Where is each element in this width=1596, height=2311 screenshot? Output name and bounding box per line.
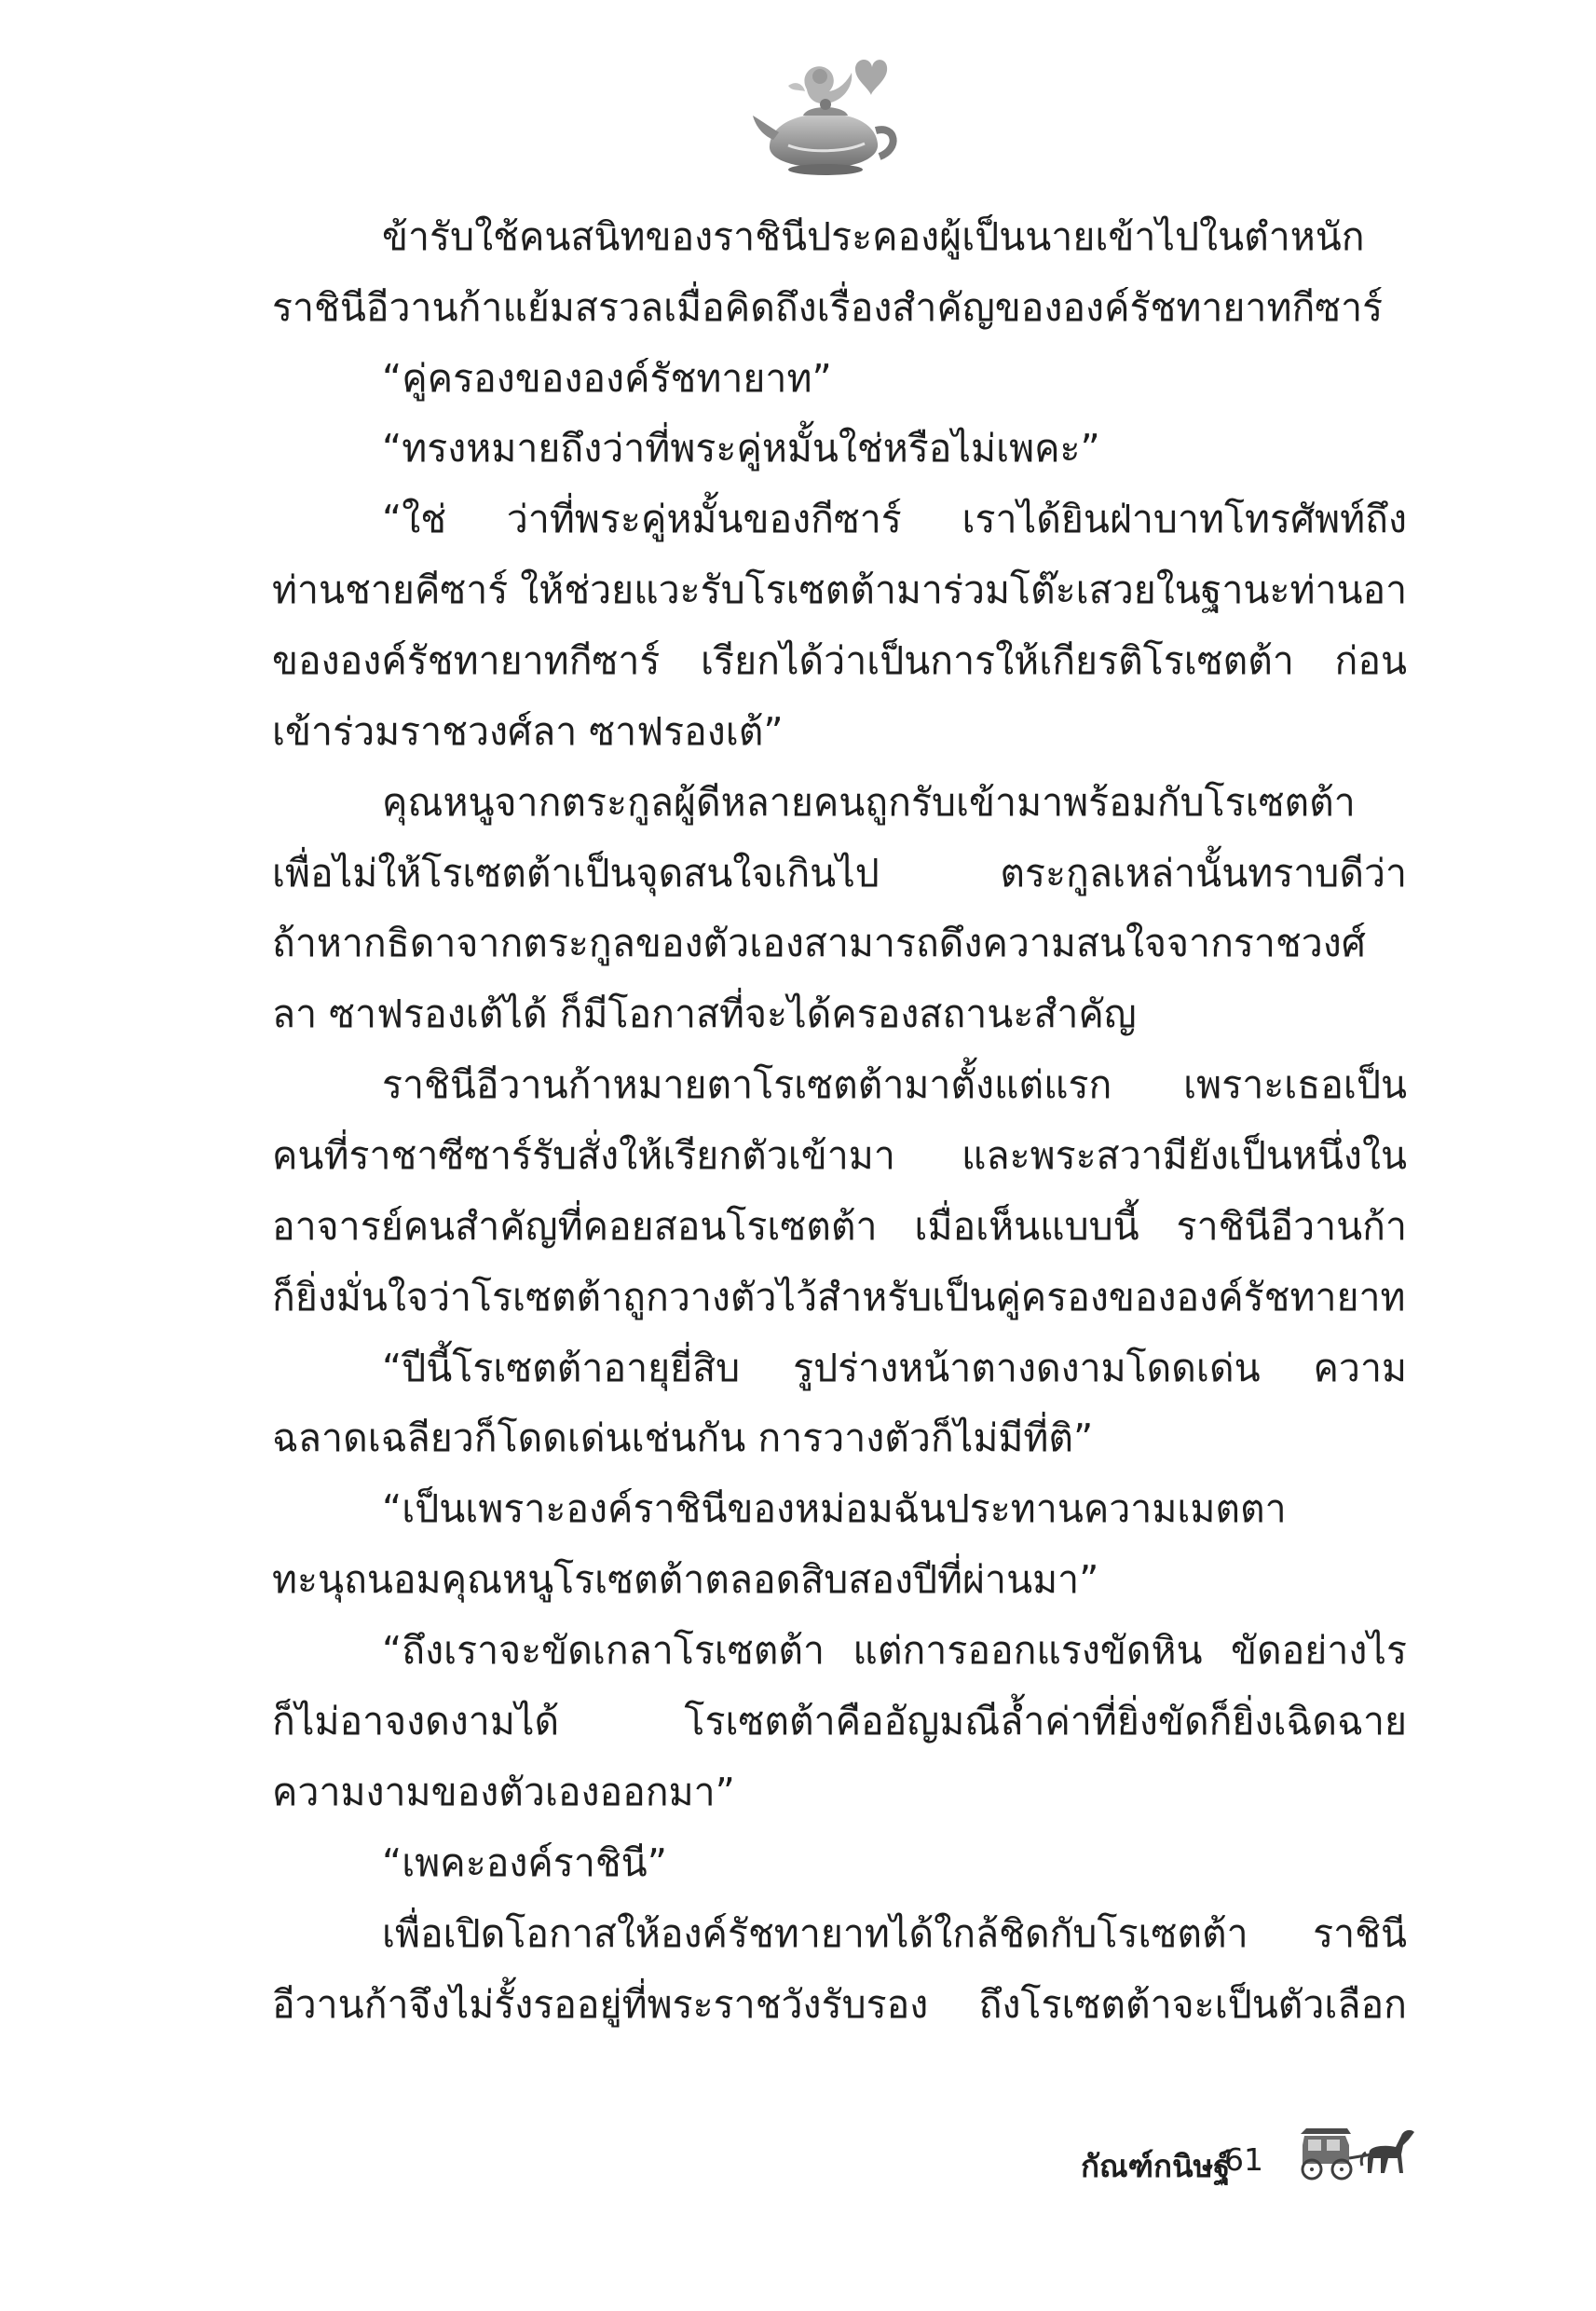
text-line: ก็ยิ่งมั่นใจว่าโรเซตต้าถูกวางตัวไว้สำหรับเป็นคู่ครองขององค์รัชทายาท (272, 1275, 1406, 1320)
text-line: ขององค์รัชทายาทกีซาร์ เรียกได้ว่าเป็นการให้เกียรติโรเซตต้า ก่อน (272, 638, 1407, 683)
text-line: “ถึงเราจะขัดเกลาโรเซตต้า แต่การออกแรงขัดหิน ขัดอย่างไร (382, 1628, 1407, 1673)
text-line: “เป็นเพราะองค์ราชินีของหม่อมฉันประทานความเมตตา (382, 1486, 1287, 1531)
text-line: “ทรงหมายถึงว่าที่พระคู่หมั้นใช่หรือไม่เพคะ” (382, 426, 1100, 471)
text-line: ข้ารับใช้คนสนิทของราชินีประคองผู้เป็นนายเข้าไปในตำหนัก (382, 214, 1365, 259)
text-line: ลา ซาฟรองเต้ได้ ก็มีโอกาสที่จะได้ครองสถานะสำคัญ (272, 991, 1137, 1036)
text-line: ทะนุถนอมคุณหนูโรเซตต้าตลอดสิบสองปีที่ผ่านมา” (272, 1557, 1099, 1602)
text-line: คนที่ราชาซีซาร์รับสั่งให้เรียกตัวเข้ามา และพระสวามียังเป็นหนึ่งใน (272, 1133, 1407, 1178)
text-line: “ปีนี้โรเซตต้าอายุยี่สิบ รูปร่างหน้าตางดงามโดดเด่น ความ (382, 1346, 1407, 1390)
text-line: คุณหนูจากตระกูลผู้ดีหลายคนถูกรับเข้ามาพร้อมกับโรเซตต้า (382, 780, 1356, 825)
footer-book-title: กัณฑ์กนิษฐ์ (1081, 2148, 1231, 2184)
text-line: เพื่อไม่ให้โรเซตต้าเป็นจุดสนใจเกินไป ตระกูลเหล่านั้นทราบดีว่า (272, 851, 1407, 896)
horse-carriage-icon (1299, 2117, 1418, 2182)
text-line: ราชินีอีวานก้าหมายตาโรเซตต้ามาตั้งแต่แรก เพราะเธอเป็น (382, 1062, 1407, 1107)
text-line: ความงามของตัวเองออกมา” (272, 1770, 735, 1814)
text-line: เข้าร่วมราชวงศ์ลา ซาฟรองเต้” (272, 709, 784, 754)
text-line: ฉลาดเฉลียวก็โดดเด่นเช่นกัน การวางตัวก็ไม่มีที่ติ” (272, 1415, 1094, 1460)
text-line: อาจารย์คนสำคัญที่คอยสอนโรเซตต้า เมื่อเห็นแบบนี้ ราชินีอีวานก้า (272, 1204, 1407, 1249)
text-line: ถ้าหากธิดาจากตระกูลของตัวเองสามารถดึงความสนใจจากราชวงศ์ (272, 921, 1366, 965)
text-line: อีวานก้าจึงไม่รั้งรออยู่ที่พระราชวังรับรอง ถึงโรเซตต้าจะเป็นตัวเลือก (272, 1982, 1407, 2027)
text-line: ราชินีอีวานก้าแย้มสรวลเมื่อคิดถึงเรื่องสำคัญขององค์รัชทายาทกีซาร์ (272, 285, 1384, 330)
text-line: ก็ไม่อาจงดงามได้ โรเซตต้าคืออัญมณีล้ำค่าที่ยิ่งขัดก็ยิ่งเฉิดฉาย (272, 1699, 1407, 1744)
text-line: “คู่ครองขององค์รัชทายาท” (382, 356, 832, 401)
page-number: 61 (1224, 2141, 1263, 2178)
text-line: ท่านชายคีซาร์ ให้ช่วยแวะรับโรเซตต้ามาร่วมโต๊ะเสวยในฐานะท่านอา (272, 567, 1408, 612)
text-line: เพื่อเปิดโอกาสให้องค์รัชทายาทได้ใกล้ชิดกับโรเซตต้า ราชินี (382, 1911, 1407, 1956)
text-line: “เพคะองค์ราชินี” (382, 1840, 667, 1885)
text-line: “ใช่ ว่าที่พระคู่หมั้นของกีซาร์ เราได้ยินฝ่าบาทโทรศัพท์ถึง (382, 497, 1407, 541)
